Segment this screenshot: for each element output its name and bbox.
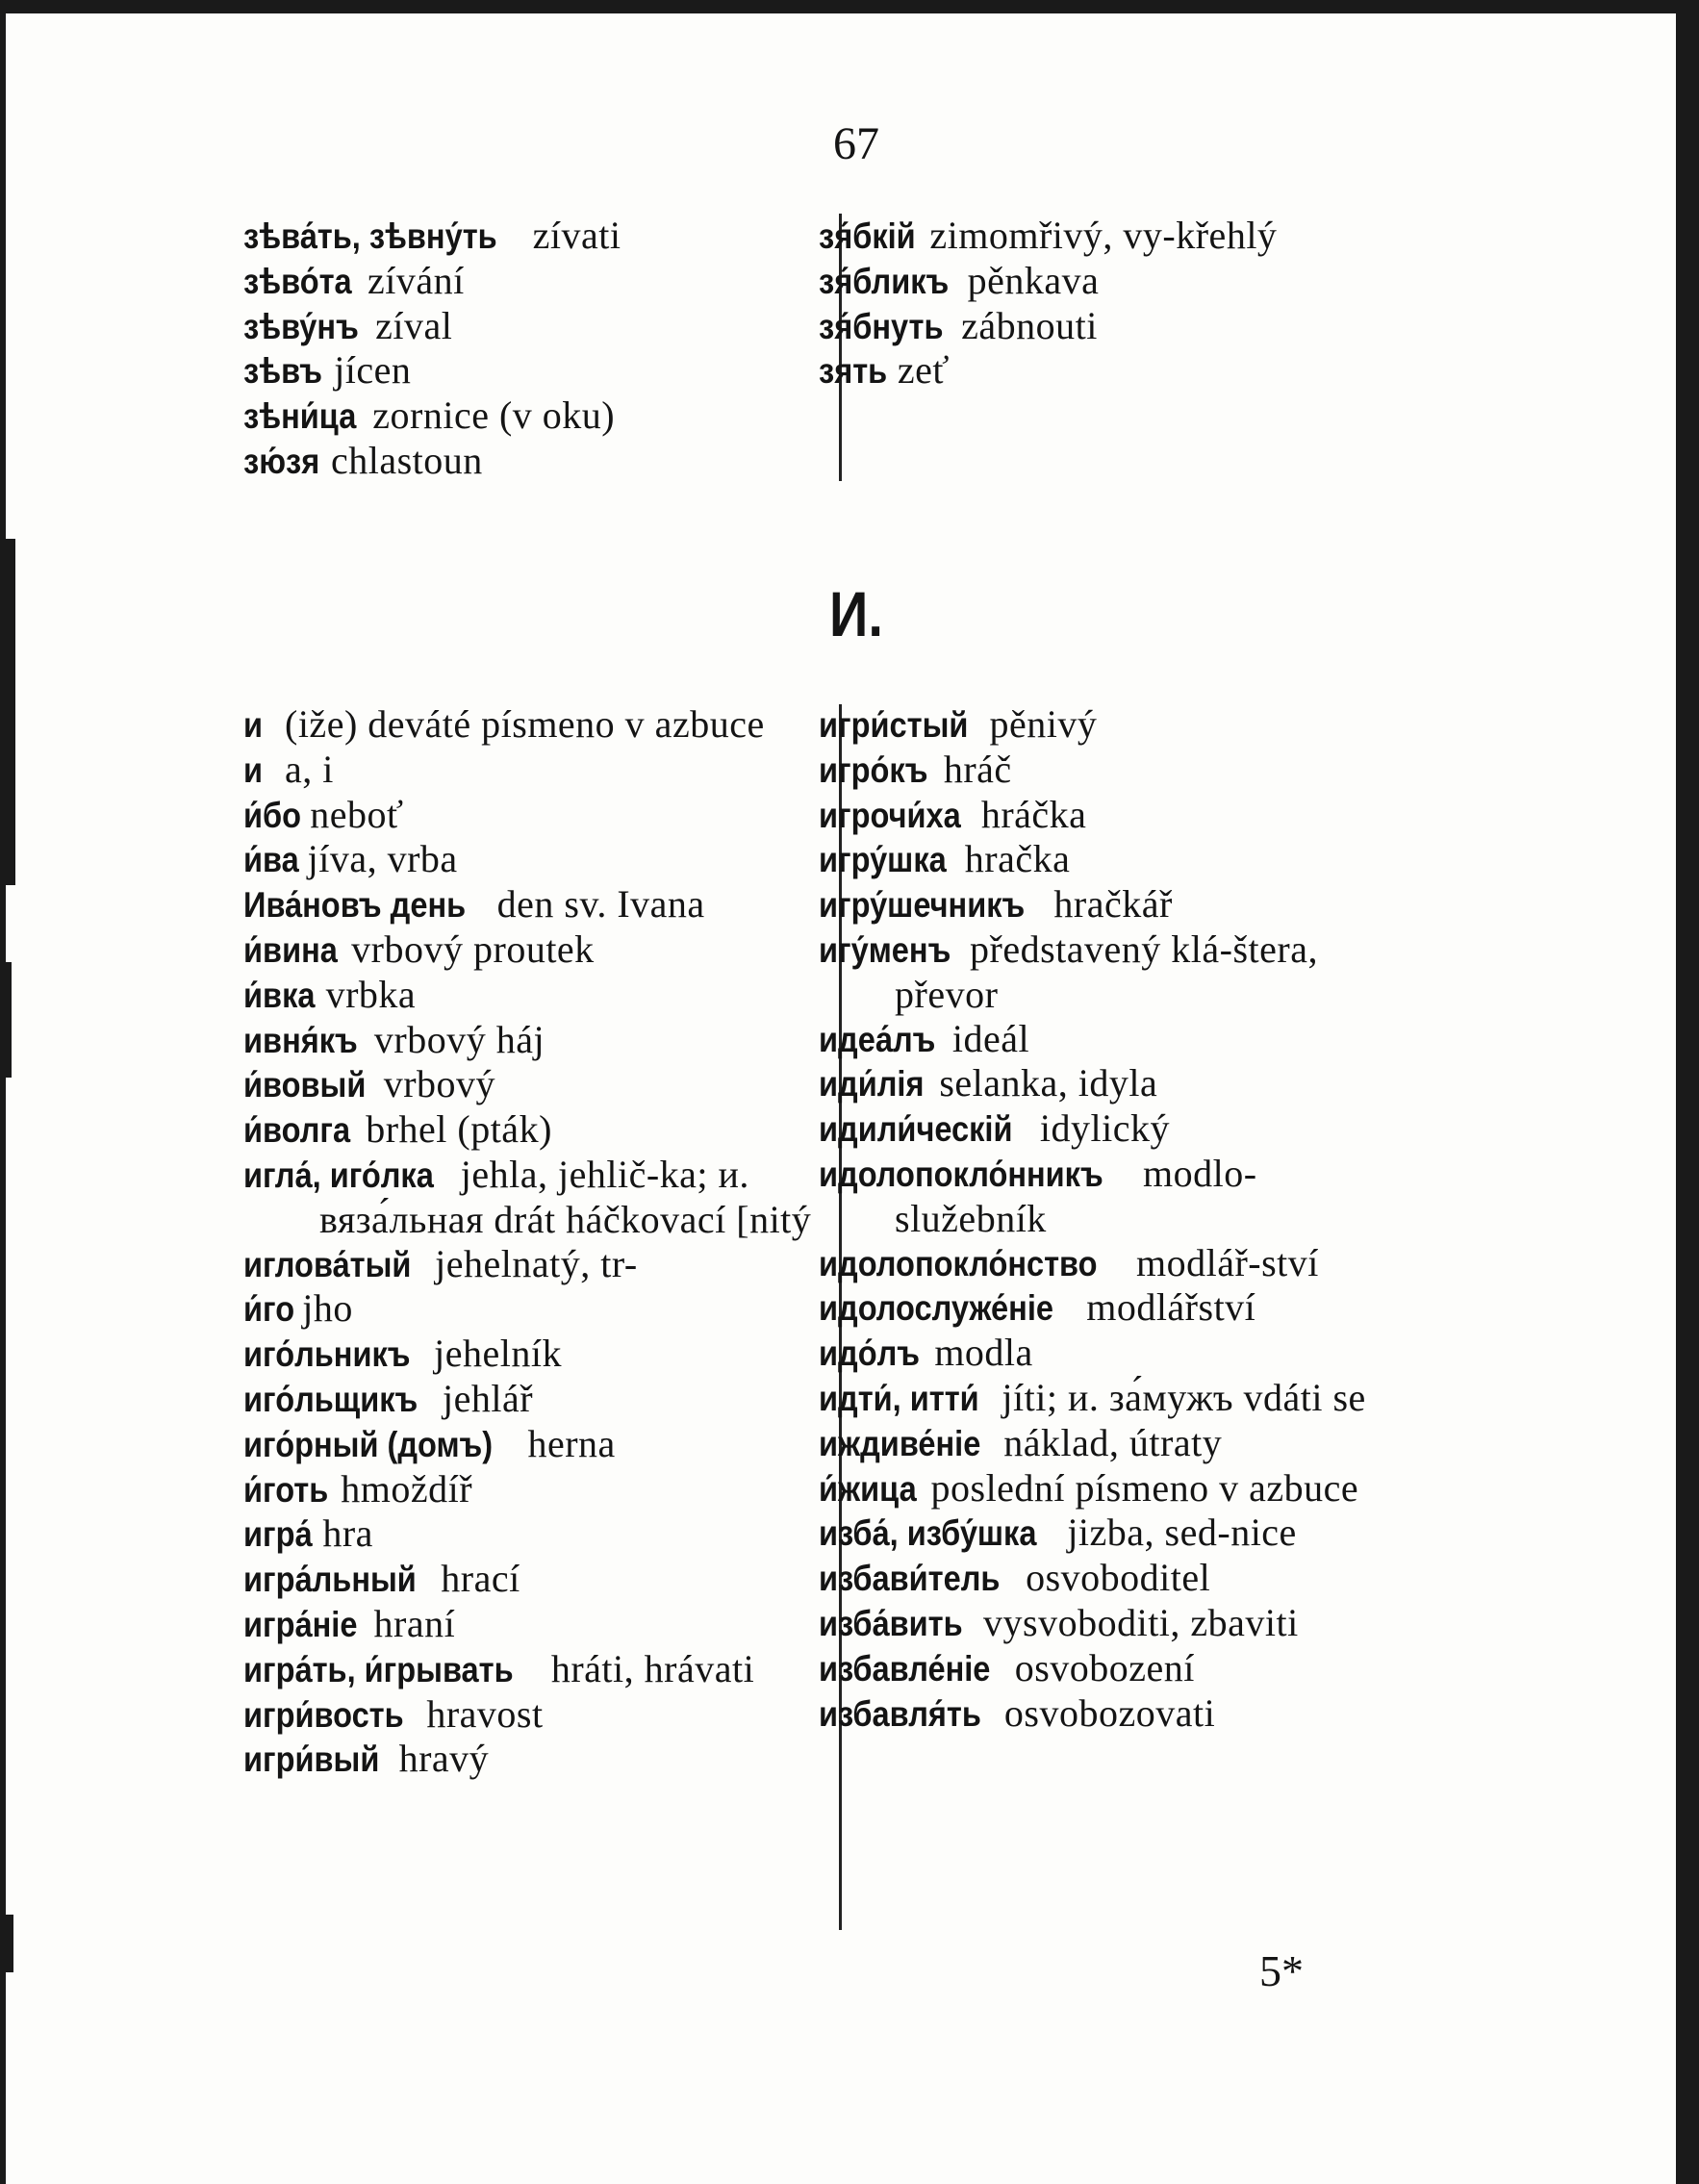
entry-headword: иго́рный (домъ) [243,1424,494,1464]
dictionary-entry [243,394,818,439]
dictionary-entry [819,1690,1395,1737]
page-number: 67 [833,118,879,169]
entry-translation: vrbový proutek [351,927,595,971]
dictionary-entry [243,972,824,1018]
dictionary-entry [819,1420,1395,1466]
dictionary-entry [243,1241,824,1287]
entry-translation: chlastoun [330,438,483,482]
entry-headword: и́вка [243,975,316,1015]
entry-translation: představený klá-štera, převor [895,927,1318,1016]
dictionary-entry [243,303,818,349]
dictionary-entry [243,1107,824,1153]
entry-headword: игра́льный [243,1560,417,1600]
entry-translation: jíti; и. за́мужъ vdáti se [1002,1375,1366,1419]
entry-headword: и́го [243,1289,295,1330]
entry-headword: и́ва [243,840,299,880]
entry-translation: ideál [951,1016,1030,1060]
entry-translation: hráti, hrávati [550,1646,755,1690]
entry-translation: jíva, vrba [307,837,458,881]
entry-headword: иди́лія [819,1064,925,1105]
entry-headword: игра́ [243,1514,313,1555]
entry-translation: hračkář [1053,882,1173,927]
entry-translation: den sv. Ivana [496,882,705,927]
entry-headword: игу́менъ [819,929,951,970]
entry-translation: modlář-ství [1135,1240,1319,1284]
entry-headword: иглова́тый [243,1244,412,1284]
entry-headword: игра́ть, и́грывать [243,1649,514,1689]
entry-headword: идолослуже́ніе [819,1288,1053,1329]
entry-translation: zíval [375,303,453,347]
entry-headword: игри́стый [819,705,969,745]
dictionary-entry [819,258,1393,304]
signature-mark: 5* [1259,1946,1304,1995]
entry-headword: и́вовый [243,1065,367,1105]
dictionary-entry [819,1556,1395,1601]
entry-translation: zeť [897,348,950,393]
top-left-column [243,214,818,484]
dictionary-entry [243,792,824,838]
dictionary-entry [819,1240,1395,1286]
dictionary-entry [819,1151,1395,1241]
entry-headword: зять [819,351,888,392]
scan-binding-mark [0,1915,13,1972]
entry-translation: hravost [426,1691,544,1736]
entry-headword: избавле́ніе [819,1648,991,1689]
scan-border-right [1676,0,1699,2184]
entry-headword: изба́вить [819,1603,963,1643]
dictionary-entry [243,214,818,259]
entry-headword: зѣво́та [243,261,352,301]
entry-headword: ивня́къ [243,1020,358,1060]
entry-headword: и́волга [243,1110,351,1151]
entry-translation: jho [302,1286,353,1331]
entry-translation: selanka, idyla [939,1061,1158,1105]
scan-binding-mark [0,539,15,885]
entry-translation: (iže) deváté písmeno v azbuce [285,702,765,746]
entry-translation: vrbka [325,972,417,1016]
entry-translation: modlo-služebník [895,1151,1257,1240]
entry-headword: идеа́лъ [819,1019,936,1059]
dictionary-entry [819,1645,1395,1691]
entry-translation: jehelník [434,1332,562,1376]
scan-border-top [0,0,1699,13]
entry-headword: зя́бнуть [819,306,944,346]
entry-translation: náklad, útraty [1003,1420,1223,1464]
right-column [819,702,1395,1736]
dictionary-entry [243,1737,824,1782]
dictionary-entry [819,1016,1395,1062]
entry-translation: osvobozovati [1003,1690,1216,1735]
entry-translation: herna [527,1421,616,1465]
entry-translation: vrbový [383,1062,496,1106]
entry-headword: игра́ніе [243,1604,358,1644]
dictionary-entry [819,837,1395,882]
entry-translation: poslední písmeno v azbuce [930,1465,1359,1510]
dictionary-entry [819,1285,1395,1331]
entry-headword: и́готь [243,1469,329,1510]
entry-translation: zívati [532,214,621,257]
dictionary-entry [819,1375,1395,1421]
entry-translation: hráčka [980,792,1087,836]
dictionary-entry [243,1017,824,1063]
entry-translation: pěnivý [989,702,1098,746]
entry-translation: zornice (v oku) [372,394,616,438]
entry-headword: идили́ческій [819,1109,1013,1150]
entry-translation: modlářství [1086,1285,1256,1330]
dictionary-entry [243,927,824,973]
entry-translation: modla [934,1331,1033,1375]
dictionary-entry [819,792,1395,838]
dictionary-entry [243,1332,824,1377]
entry-translation: vrbový háj [373,1017,545,1061]
entry-translation: neboť [310,792,404,836]
entry-headword: зѣва́ть, зѣвну́ть [243,216,497,256]
entry-translation: jehelnatý, tr- [435,1241,638,1285]
dictionary-entry [243,438,818,484]
entry-headword: игро́къ [819,749,928,790]
entry-headword: зѣву́нъ [243,306,359,346]
entry-headword: зѣвъ [243,351,323,392]
dictionary-entry [819,1061,1395,1106]
dictionary-entry [819,1106,1395,1152]
entry-translation: hravý [398,1737,490,1781]
entry-translation: zábnouti [961,303,1098,347]
dictionary-entry [243,1511,824,1557]
left-column [243,702,824,1782]
entry-headword: иждиве́ніе [819,1423,981,1463]
entry-headword: зѣни́ца [243,396,357,437]
entry-translation: hraní [373,1601,456,1645]
dictionary-entry [243,1376,824,1422]
scan-border-left [0,0,6,2184]
top-right-column [819,214,1393,394]
entry-headword: игла́, иго́лка [243,1155,434,1195]
dictionary-entry [819,747,1395,793]
dictionary-entry: и a, i [243,747,334,791]
entry-headword: Ива́новъ день [243,885,467,926]
dictionary-entry [819,348,1393,394]
dictionary-entry [243,1646,824,1692]
entry-headword: идо́лъ [819,1333,921,1374]
entry-headword: избавля́ть [819,1693,981,1734]
entry-headword: и́вина [243,929,338,970]
dictionary-entry [819,927,1395,1017]
dictionary-entry [243,1691,824,1738]
entry-headword: избави́тель [819,1559,1001,1599]
entry-headword: игрочи́ха [819,795,961,835]
dictionary-entry [243,1557,824,1602]
entry-translation: jizba, sed-nice [1067,1511,1297,1555]
dictionary-entry: и (iže) deváté písmeno v azbuce [243,702,765,746]
dictionary-entry [243,837,824,882]
entry-headword: зю́зя [243,441,320,481]
entry-translation: hra [322,1511,373,1556]
dictionary-entry [819,214,1393,259]
entry-headword: игри́вость [243,1694,404,1735]
entry-headword: и́бо [243,795,302,835]
entry-headword: иго́льщикъ [243,1379,418,1419]
dictionary-entry [243,258,818,304]
entry-translation: a, i [285,747,334,791]
entry-translation: zimomřivý, vy-křehlý [929,214,1278,257]
entry-translation: vysvoboditi, zbaviti [983,1600,1299,1644]
entry-translation: jehla, jehlič-ka; и. вяза́льная drát háčkovací [nitý [319,1152,812,1241]
dictionary-entry [819,882,1395,927]
entry-translation: hmoždíř [341,1466,473,1511]
dictionary-entry [819,1331,1395,1376]
entry-translation: hráč [943,747,1012,791]
dictionary-entry [243,1152,824,1242]
entry-headword: игри́вый [243,1740,380,1780]
dictionary-entry [819,303,1393,349]
entry-translation: hračka [964,837,1071,881]
dictionary-entry [243,882,824,927]
dictionary-entry [243,1466,824,1512]
section-heading: И. [829,578,883,649]
dictionary-entry [243,1421,824,1467]
dictionary-entry [819,702,1395,748]
dictionary-entry [819,1600,1395,1646]
entry-headword: идти́, итти́ [819,1378,979,1418]
entry-translation: idylický [1039,1106,1171,1151]
entry-translation: zívání [367,258,465,302]
dictionary-entry [243,1062,824,1107]
entry-translation: osvoboditel [1026,1556,1211,1600]
dictionary-entry [243,348,818,394]
dictionary-entry [243,1601,824,1647]
entry-headword: идолопокло́нство [819,1243,1098,1283]
entry-headword: идолопокло́нникъ [819,1154,1103,1194]
scan-binding-mark [0,962,12,1078]
dictionary-entry [243,1286,824,1332]
entry-headword: изба́, избу́шка [819,1513,1037,1554]
entry-translation: jícen [334,348,412,393]
entry-translation: pěnkava [967,258,1100,302]
entry-headword: зя́бкій [819,216,916,256]
entry-headword: зя́бликъ [819,261,950,301]
dictionary-entry [819,1465,1395,1511]
entry-headword: игру́шка [819,840,947,880]
entry-headword: иго́льникъ [243,1334,411,1375]
entry-translation: osvobození [1014,1645,1195,1689]
entry-translation: jehlář [442,1376,534,1420]
entry-translation: brhel (pták) [366,1107,552,1152]
entry-translation: hrací [441,1557,520,1601]
entry-headword: игру́шечникъ [819,885,1026,926]
dictionary-entry [819,1511,1395,1556]
entry-headword: и́жица [819,1468,917,1509]
